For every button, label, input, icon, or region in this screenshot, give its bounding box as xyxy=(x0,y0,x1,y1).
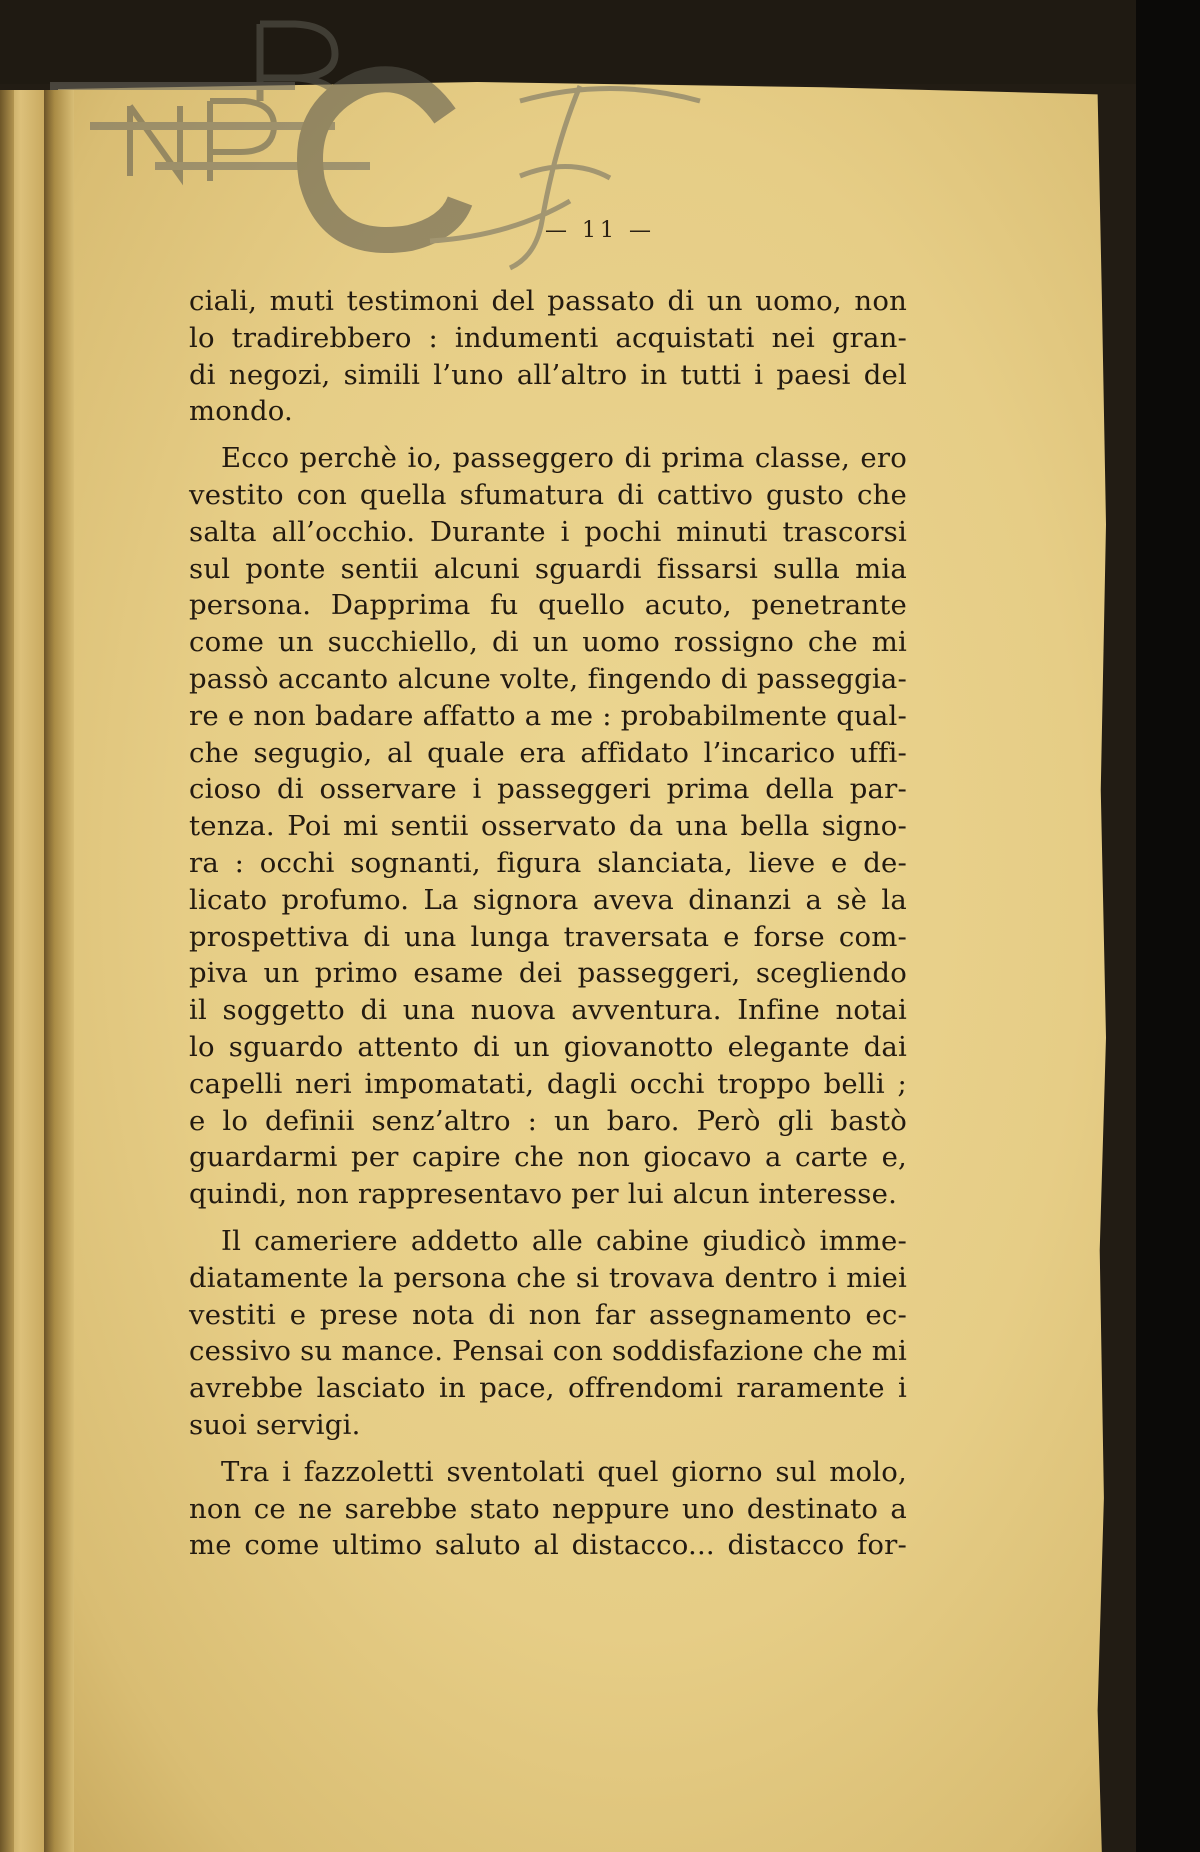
bncf-watermark-logo xyxy=(50,6,710,296)
text-line: ra : occhi sognanti, figura slanciata, lieve e de- xyxy=(189,846,907,879)
text-line: non ce ne sarebbe stato neppure uno destinato a xyxy=(189,1492,907,1525)
text-line: avrebbe lasciato in pace, offrendomi raramente i xyxy=(189,1372,907,1405)
text-line: quindi, non rappresentavo per lui alcun interesse. xyxy=(189,1178,898,1211)
text-line: vestiti e prese nota di non far assegnamento ec- xyxy=(189,1298,907,1331)
text-line: cessivo su mance. Pensai con soddisfazione che mi xyxy=(189,1335,907,1368)
scanner-background-right xyxy=(1136,0,1200,1852)
text-line: diatamente la persona che si trovava dentro i miei xyxy=(189,1261,907,1294)
text-line: sul ponte sentii alcuni sguardi fissarsi sulla mia xyxy=(189,552,907,585)
book-gutter xyxy=(44,90,74,1852)
text-line: mondo. xyxy=(189,395,293,428)
text-line: guardarmi per capire che non giocavo a carte e, xyxy=(189,1141,907,1174)
text-line: piva un primo esame dei passeggeri, scegliendo xyxy=(189,957,907,990)
page-number: — 11 — xyxy=(545,218,655,243)
left-page-shadow xyxy=(0,90,14,1852)
text-line: Tra i fazzoletti sventolati quel giorno sul molo, xyxy=(221,1455,907,1488)
text-line: licato profumo. La signora aveva dinanzi a sè la xyxy=(189,883,907,916)
text-line: tenza. Poi mi sentii osservato da una bella signo- xyxy=(189,810,907,843)
body-text xyxy=(189,283,907,1564)
text-line: lo tradirebbero : indumenti acquistati nei gran- xyxy=(189,321,907,354)
text-line: salta all’occhio. Durante i pochi minuti trascorsi xyxy=(189,515,907,548)
text-line: di negozi, simili l’uno all’altro in tutti i paesi del xyxy=(189,358,907,391)
text-line: prospettiva di una lunga traversata e forse com- xyxy=(189,920,907,953)
text-line: persona. Dapprima fu quello acuto, penetrante xyxy=(189,589,907,622)
text-line: lo sguardo attento di un giovanotto elegante dai xyxy=(189,1030,907,1063)
text-line: come un succhiello, di un uomo rossigno che mi xyxy=(189,626,907,659)
text-line: me come ultimo saluto al distacco... distacco for- xyxy=(189,1529,907,1562)
text-line: ciali, muti testimoni del passato di un uomo, non xyxy=(189,285,907,317)
text-line: capelli neri impomatati, dagli occhi troppo belli ; xyxy=(189,1067,907,1100)
text-line: che segugio, al quale era affidato l’incarico uffi- xyxy=(189,736,907,769)
text-line: cioso di osservare i passeggeri prima della par- xyxy=(189,773,907,806)
text-line: passò accanto alcune volte, fingendo di passeggia- xyxy=(189,662,907,695)
text-line: e lo definii senz’altro : un baro. Però gli bastò xyxy=(189,1104,907,1137)
text-line: suoi servigi. xyxy=(189,1408,361,1441)
text-line: il soggetto di una nuova avventura. Infine notai xyxy=(189,994,907,1027)
text-line: vestito con quella sfumatura di cattivo gusto che xyxy=(189,478,907,511)
text-line: Ecco perchè io, passeggero di prima classe, ero xyxy=(221,442,907,475)
text-line: re e non badare affatto a me : probabilmente qual- xyxy=(189,699,907,732)
text-line: Il cameriere addetto alle cabine giudicò imme- xyxy=(221,1224,907,1257)
